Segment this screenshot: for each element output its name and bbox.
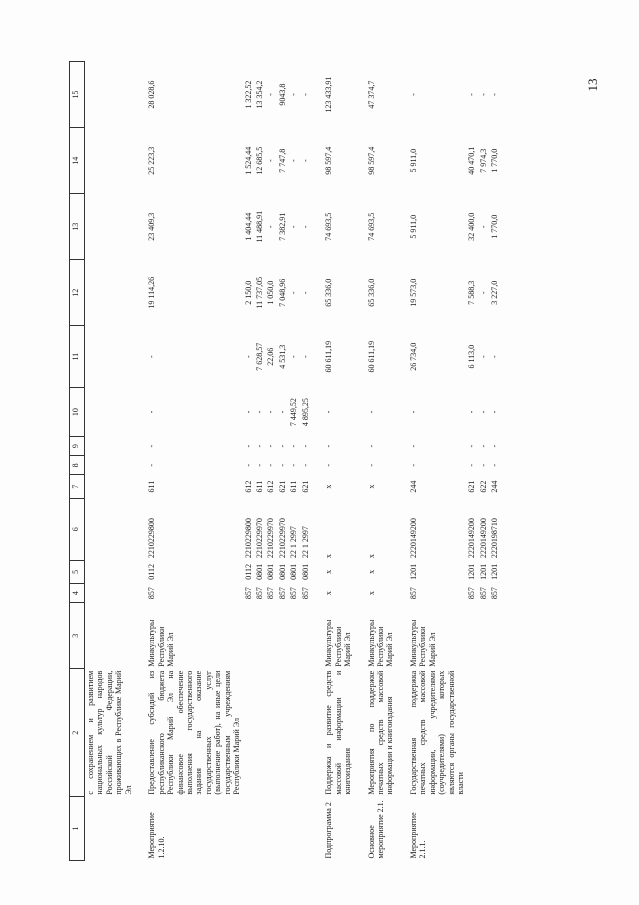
cell-col-5: 0112 [243,563,253,580]
cell-col-10: 4 895,25 [300,398,310,427]
cell-col-10: - [277,410,287,414]
cell-col-10: - [243,410,253,414]
cell-col-7: 611 [289,480,299,493]
cell-col-9: - [277,444,287,448]
cell-col-8 [85,456,135,475]
cell-col-4: 857 [490,587,500,600]
cell-col-7: 612 [243,480,253,493]
cell-col-5: 1201 [408,563,418,580]
cell-col-14: 5 911,0 [408,148,418,173]
cell-col-8: - [467,464,477,467]
cell-col-6: 2220198710 [490,518,500,559]
cell-col-7: 612 [266,480,276,493]
cell-col-6: x [366,554,376,559]
header-cell: 3 [70,603,85,669]
cell-col-13: 1 404,44 [243,212,253,241]
cell-col-12: - [478,291,488,295]
table-row [146,62,242,861]
cell-col-15: - [408,93,418,96]
cell-col-11: - [243,355,253,359]
cell-col-2: Мероприятия по поддержке печатных средств массовой информации и книгоиздания [366,670,395,795]
cell-col-1 [466,797,477,861]
cell-col-15: 9043,8 [277,83,287,106]
cell-col-8: - [478,464,488,467]
cell-col-7: x [366,484,376,489]
header-cell: 13 [70,194,85,260]
cell-col-6: 2220149200 [478,518,488,559]
cell-col-13: 32 400,0 [467,212,477,241]
cell-col-3 [243,603,254,669]
table-body [85,62,501,861]
cell-col-14: 98 597,4 [366,146,376,175]
cell-col-15: - [266,93,276,96]
cell-col-2 [243,669,254,797]
cell-col-12: 7 588,3 [467,280,477,305]
cell-col-6: 2220149200 [408,518,418,559]
cell-col-2 [478,669,489,797]
cell-col-9: - [266,444,276,448]
cell-col-3 [288,603,299,669]
cell-col-6: 2210229970 [255,518,264,559]
cell-col-4: 857 [467,587,477,600]
cell-col-11: - [147,355,157,359]
cell-col-2 [277,669,288,797]
cell-col-4: 857 [289,587,299,600]
header-cell: 15 [70,62,85,128]
cell-col-12 [85,260,135,326]
cell-col-7 [85,475,135,498]
cell-col-1: Мероприятие 2.1.1. [408,812,428,859]
cell-col-11: 60 611,19 [324,340,334,373]
cell-col-11: 6 113,0 [467,344,477,369]
table-row [85,62,135,861]
cell-col-13: 5 911,0 [408,214,418,239]
cell-col-9: - [147,444,157,448]
cell-col-10: - [408,410,418,414]
table-row [265,62,276,861]
cell-col-10: - [490,410,500,414]
cell-col-7: 621 [300,480,310,493]
cell-col-14 [85,128,135,194]
cell-col-5: 0801 [255,563,264,580]
cell-col-4: 857 [300,587,310,600]
cell-col-9: - [300,444,310,448]
cell-col-4: 857 [408,587,418,600]
spacer-cell [134,62,146,861]
cell-col-6: 2210229970 [277,518,287,559]
cell-col-12: 19 573,0 [408,278,418,307]
cell-col-5 [85,560,135,583]
cell-col-5: x [324,569,334,574]
cell-col-12: - [289,291,299,295]
cell-col-15: 123 433,91 [324,76,334,113]
cell-col-1 [243,797,254,861]
cell-col-1 [300,797,311,861]
budget-table [69,61,501,861]
cell-col-2 [288,669,299,797]
cell-col-10: - [467,410,477,414]
cell-col-12: 1 050,0 [266,280,276,305]
cell-col-12: 11 737,05 [255,276,264,309]
cell-col-11: 60 611,19 [366,340,376,373]
cell-col-8: - [324,464,334,467]
spacer-cell [311,62,323,861]
cell-col-15 [85,62,135,128]
cell-col-4: 857 [255,587,264,600]
cell-col-13: 7 382,91 [277,212,287,241]
cell-col-15: 47 374,7 [366,80,376,109]
cell-col-1 [265,797,276,861]
header-cell: 2 [70,669,85,797]
cell-col-4: x [324,591,334,596]
cell-col-11: - [289,355,299,359]
cell-col-4: 857 [277,587,287,600]
cell-col-3: Минкультуры Республики Марий Эл [408,619,437,667]
cell-col-10: - [266,410,276,414]
cell-col-11: - [490,355,500,359]
cell-col-12: 7 048,96 [277,278,287,307]
cell-col-3 [265,603,276,669]
cell-col-10: - [324,410,334,414]
cell-col-1 [85,797,135,861]
cell-col-8: - [277,464,287,467]
cell-col-9: - [243,444,253,448]
cell-col-4: 857 [478,587,488,600]
cell-col-7: 611 [147,480,157,493]
cell-col-11: 4 531,3 [277,344,287,369]
cell-col-1 [277,797,288,861]
cell-col-12: - [300,291,310,295]
cell-col-5: 0801 [266,563,276,580]
cell-col-2 [300,669,311,797]
cell-col-11: 22,06 [266,347,276,366]
cell-col-4: 857 [147,587,157,600]
cell-col-9 [85,437,135,456]
cell-col-3 [489,603,500,669]
header-cell: 4 [70,584,85,603]
cell-col-3 [254,603,265,669]
cell-col-6: 2220149200 [467,518,477,559]
cell-col-14: 1 524,44 [243,146,253,175]
cell-col-2: с сохранением и развитием национальных культур народов Российской Федерации, проживающих в Республике Марий Эл [86,670,133,795]
cell-col-4 [85,584,135,603]
table-row [466,62,477,861]
table-row [323,62,353,861]
cell-col-5: 1201 [467,563,477,580]
cell-col-1: Основное мероприятие 2.1. [366,800,385,859]
cell-col-15: - [490,93,500,96]
cell-col-13: 1 770,0 [490,214,500,239]
cell-col-9: - [408,444,418,448]
cell-col-8: - [147,464,157,467]
cell-col-15: - [467,93,477,96]
cell-col-9: - [255,444,264,448]
cell-col-6 [85,498,135,560]
table-row [277,62,288,861]
cell-col-14: - [266,159,276,163]
cell-col-7: 622 [478,480,488,493]
row-spacer [354,62,366,861]
row-spacer [134,62,146,861]
cell-col-4: x [366,591,376,596]
cell-col-15: - [478,93,488,96]
table-row [489,62,500,861]
header-row [70,62,85,861]
cell-col-1 [489,797,500,861]
header-cell: 5 [70,560,85,583]
cell-col-9: - [324,444,334,448]
cell-col-13: - [289,225,299,229]
cell-col-8: - [266,464,276,467]
spacer-cell [396,62,408,861]
cell-col-9: - [478,444,488,448]
rotated-table-block [69,61,569,861]
page-number: 13 [585,78,600,92]
cell-col-14: - [300,159,310,163]
cell-col-1 [254,797,265,861]
cell-col-8: - [408,464,418,467]
cell-col-14: 40 470,1 [467,146,477,175]
header-cell: 14 [70,128,85,194]
cell-col-3 [85,603,135,669]
table-row [300,62,311,861]
cell-col-15: - [289,93,299,96]
table-row [288,62,299,861]
cell-col-3 [478,603,489,669]
header-cell: 11 [70,326,85,388]
cell-col-11: 26 734,0 [408,342,418,371]
cell-col-3 [300,603,311,669]
cell-col-10 [85,388,135,437]
cell-col-9: - [366,444,376,448]
cell-col-10: - [366,410,376,414]
cell-col-14: 98 597,4 [324,146,334,175]
cell-col-3 [466,603,477,669]
cell-col-14: 12 685,5 [255,146,264,175]
cell-col-14: 25 223,3 [147,146,157,175]
cell-col-5: 0801 [289,563,299,580]
cell-col-13: 74 693,5 [366,212,376,241]
cell-col-8: - [243,464,253,467]
cell-col-15: - [300,93,310,96]
cell-col-15: 1 322,52 [243,80,253,109]
cell-col-1 [288,797,299,861]
cell-col-3: Минкультуры Республики Марий Эл [366,619,395,667]
cell-col-9: - [289,444,299,448]
cell-col-1: Мероприятие 1.2.10. [147,812,166,859]
cell-col-2 [489,669,500,797]
cell-col-14: - [289,159,299,163]
cell-col-5: 1201 [478,563,488,580]
cell-col-11: 7 628,57 [255,342,264,371]
cell-col-5: x [366,569,376,574]
row-spacer [396,62,408,861]
cell-col-7: 244 [490,480,500,493]
cell-col-11: - [300,355,310,359]
cell-col-10: - [147,410,157,414]
table-row [254,62,265,861]
cell-col-8: - [300,464,310,467]
cell-col-9: - [467,444,477,448]
cell-col-14: 7 974,3 [478,148,488,173]
cell-col-3: Минкультуры Республики Марий Эл [147,619,176,667]
cell-col-12: 2 150,0 [243,280,253,305]
cell-col-13: - [300,225,310,229]
cell-col-5: 0801 [300,563,310,580]
cell-col-7: 621 [277,480,287,493]
cell-col-12: 19 114,26 [147,276,157,309]
cell-col-12: 65 336,0 [366,278,376,307]
cell-col-10: 7 449,52 [289,398,299,427]
cell-col-1 [478,797,489,861]
table-row [243,62,254,861]
cell-col-3: Минкультуры Республики Марий Эл [324,619,353,667]
cell-col-7: x [324,484,334,489]
cell-col-1: Подпрограмма 2 [324,802,334,859]
table-row [408,62,467,861]
cell-col-6: x [324,554,334,559]
header-cell: 1 [70,797,85,861]
cell-col-6: 2210229800 [147,518,157,559]
spacer-cell [354,62,366,861]
cell-col-12: 65 336,0 [324,278,334,307]
cell-col-5: 0112 [147,563,157,580]
cell-col-5: 1201 [490,563,500,580]
cell-col-2 [265,669,276,797]
cell-col-13 [85,194,135,260]
header-cell: 7 [70,475,85,498]
cell-col-10: - [255,410,264,414]
header-cell: 6 [70,498,85,560]
cell-col-8: - [366,464,376,467]
cell-col-13: - [478,225,488,229]
cell-col-4: 857 [243,587,253,600]
table-row [478,62,489,861]
header-cell: 10 [70,388,85,437]
cell-col-13: 11 488,91 [255,210,264,243]
row-spacer [311,62,323,861]
cell-col-6: 2210229970 [266,518,276,559]
cell-col-11 [85,326,135,388]
cell-col-3 [277,603,288,669]
cell-col-7: 621 [467,480,477,493]
cell-col-15: 13 354,2 [255,80,264,109]
cell-col-12: 3 227,0 [490,280,500,305]
cell-col-6: 2210229800 [243,518,253,559]
cell-col-8: - [289,464,299,467]
header-cell: 9 [70,437,85,456]
cell-col-7: 611 [255,480,264,493]
cell-col-2 [254,669,265,797]
cell-col-2: Предоставление субсидий из республиканского бюджета Республики Марий Эл на финансовое обеспечение выполнения государственного задания на оказание государственных услуг (выполнение работ), на иные цели государственным учреждениям Республики Марий Эл [147,670,242,795]
cell-col-6: 22 1 2997 [300,526,310,559]
cell-col-4: 857 [266,587,276,600]
cell-col-6: 22 1 2997 [289,526,299,559]
cell-col-14: 1 770,0 [490,148,500,173]
cell-col-2: Поддержка и развитие средств массовой информации и книгоиздания [324,670,353,795]
cell-col-13: - [266,225,276,229]
cell-col-13: 74 693,5 [324,212,334,241]
header-cell: 12 [70,260,85,326]
cell-col-9: - [490,444,500,448]
cell-col-14: 7 747,8 [277,148,287,173]
cell-col-8: - [255,464,264,467]
header-cell: 8 [70,456,85,475]
cell-col-8: - [490,464,500,467]
cell-col-10: - [478,410,488,414]
cell-col-11: - [478,355,488,359]
cell-col-2: Государственная поддержка печатных средств массовой информации, учредителями (соучредителями) которых являются органы государственной власти [408,670,465,795]
cell-col-15: 28 028,6 [147,80,157,109]
cell-col-7: 244 [408,480,418,493]
cell-col-5: 0801 [277,563,287,580]
cell-col-13: 23 409,3 [147,212,157,241]
table-row [366,62,396,861]
cell-col-2 [466,669,477,797]
